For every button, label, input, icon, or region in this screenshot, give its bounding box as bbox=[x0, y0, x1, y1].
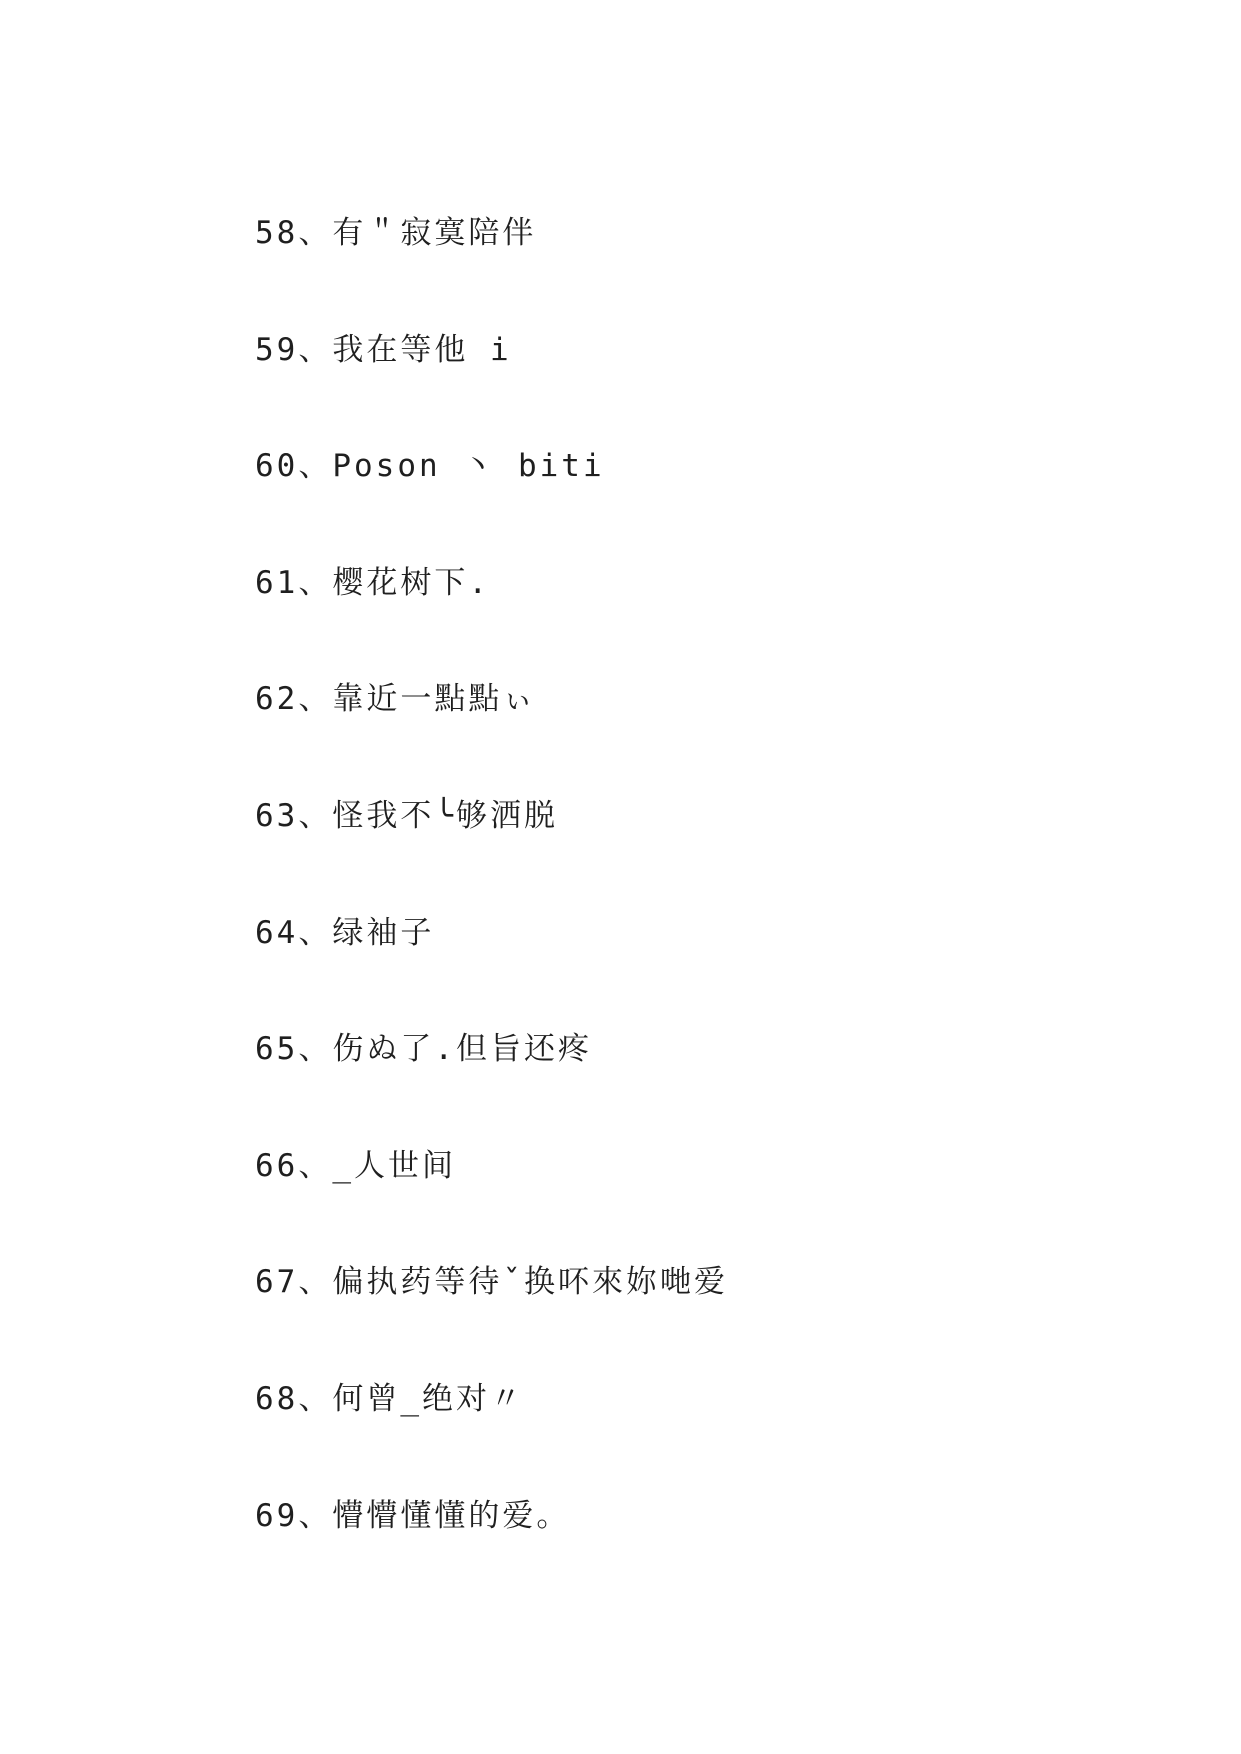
list-item: 61、樱花树下. bbox=[255, 564, 490, 601]
list-item: 58、有＂寂寞陪伴 bbox=[255, 215, 537, 251]
list-item: 67、偏执药等待ˇ换吥來妳哋爱 bbox=[255, 1264, 728, 1301]
list-item: 59、我在等他 i bbox=[255, 331, 512, 368]
list-item: 68、何曾_绝对〃 bbox=[255, 1380, 524, 1417]
list-item: 65、伤ぬ了.但旨还疼 bbox=[255, 1031, 592, 1068]
entry-list bbox=[255, 215, 728, 1617]
list-item: 66、_人世间 bbox=[255, 1147, 456, 1184]
list-item: 64、绿袖子 bbox=[255, 914, 435, 951]
list-item: 69、懵懵懂懂的爱。 bbox=[255, 1497, 571, 1534]
list-item: 60、Poson 丶 biti bbox=[255, 448, 605, 485]
list-item: 63、怪我不╰够洒脱 bbox=[255, 797, 558, 834]
list-item: 62、靠近一點點ぃ bbox=[255, 681, 537, 718]
